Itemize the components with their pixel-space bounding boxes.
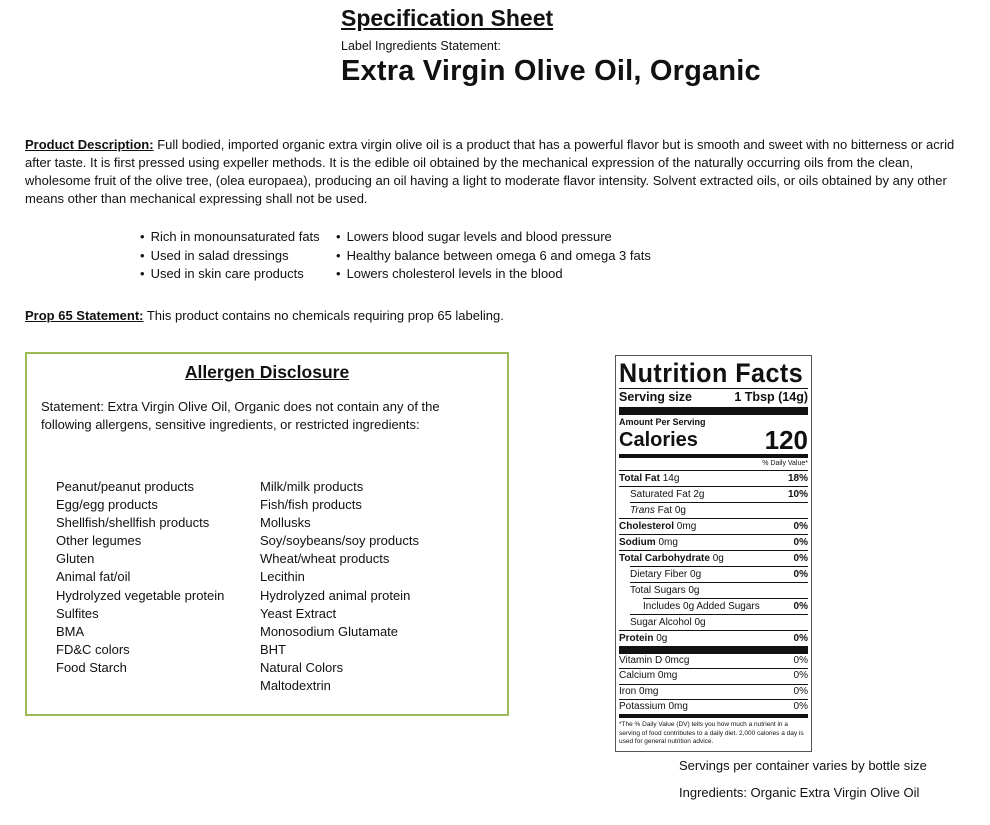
vitamin-row: Iron 0mg 0%: [619, 685, 808, 697]
allergen-item: Lecithin: [260, 569, 305, 585]
prop65-label: Prop 65 Statement:: [25, 308, 144, 323]
servings-note: Servings per container varies by bottle size: [679, 758, 927, 773]
allergen-item: Food Starch: [56, 659, 127, 675]
allergen-item: Egg/egg products: [56, 497, 158, 513]
serving-size-label: Serving size: [619, 390, 692, 404]
vitamin-row: Potassium 0mg 0%: [619, 700, 808, 712]
allergen-item: BHT: [260, 641, 286, 657]
nutrition-facts-title: Nutrition Facts: [619, 358, 804, 388]
allergen-item: Other legumes: [56, 533, 142, 549]
allergen-item: Soy/soybeans/soy products: [260, 533, 419, 549]
allergen-item: Hydrolyzed animal protein: [260, 587, 411, 603]
nutrient-row: Sugar Alcohol 0g: [630, 617, 706, 628]
allergen-item: Animal fat/oil: [56, 569, 131, 585]
vitamin-row: Vitamin D 0mcg 0%: [619, 655, 808, 666]
allergen-item: Gluten: [56, 551, 95, 567]
allergen-item: Monosodium Glutamate: [260, 623, 399, 639]
prop65-statement: [25, 308, 504, 323]
serving-size-value: 1 Tbsp (14g): [734, 390, 808, 404]
label-statement-caption: Label Ingredients Statement:: [341, 39, 501, 53]
allergen-item: Maltodextrin: [260, 678, 331, 694]
product-description: [25, 136, 970, 208]
daily-value-footnote: *The % Daily Value (DV) tells you how much a nutrient in a serving of food contributes to a daily diet. 2,000 calories a day is used for general nutrition advice.: [619, 721, 804, 746]
allergen-title: Allergen Disclosure: [184, 362, 350, 382]
allergen-item: Fish/fish products: [260, 497, 362, 513]
nutrient-row: Cholesterol 0mg 0%: [619, 521, 808, 532]
nutrient-row: Includes 0g Added Sugars 0%: [643, 601, 808, 612]
nutrient-row: Trans Fat 0g: [630, 505, 686, 516]
benefit-item: • Used in salad dressings: [140, 247, 320, 266]
amount-per-serving: Amount Per Serving: [619, 417, 706, 427]
ingredients-statement: Ingredients: Organic Extra Virgin Olive Oil: [679, 785, 920, 800]
allergen-item: Milk/milk products: [260, 479, 364, 494]
calories-value: 120: [764, 425, 808, 455]
page-title: Specification Sheet: [341, 5, 554, 31]
nutrient-row: Protein 0g 0%: [619, 633, 808, 644]
benefits-list-right: [336, 228, 651, 284]
nutrient-row: Total Carbohydrate 0g 0%: [619, 553, 808, 564]
allergen-item: BMA: [56, 623, 85, 639]
nutrient-row: Total Sugars 0g: [630, 585, 700, 596]
nutrient-row: Total Fat 14g 18%: [619, 473, 808, 484]
allergen-item: Hydrolyzed vegetable protein: [56, 587, 225, 603]
allergen-item: Shellfish/shellfish products: [56, 515, 210, 531]
allergen-item: FD&C colors: [56, 641, 130, 657]
benefit-item: • Rich in monounsaturated fats: [140, 228, 320, 247]
benefit-item: • Healthy balance between omega 6 and omega 3 fats: [336, 247, 651, 266]
benefits-list-left: [140, 228, 320, 284]
allergen-item: Wheat/wheat products: [260, 551, 390, 567]
allergen-item: Peanut/peanut products: [56, 479, 195, 494]
benefit-item: • Used in skin care products: [140, 265, 320, 284]
benefit-item: • Lowers blood sugar levels and blood pressure: [336, 228, 651, 247]
allergen-list-left: [56, 478, 224, 677]
prop65-text: This product contains no chemicals requiring prop 65 labeling.: [143, 308, 504, 323]
allergen-list-right: [260, 478, 419, 695]
product-description-label: Product Description:: [25, 137, 154, 152]
allergen-disclosure-box: [25, 352, 509, 716]
nutrition-facts-panel: [615, 355, 812, 752]
allergen-item: Mollusks: [260, 515, 311, 531]
nutrient-row: Dietary Fiber 0g 0%: [630, 569, 808, 580]
benefit-item: • Lowers cholesterol levels in the blood: [336, 265, 651, 284]
product-title: Extra Virgin Olive Oil, Organic: [341, 55, 761, 87]
allergen-statement: Statement: Extra Virgin Olive Oil, Organic does not contain any of the following allergens, sensitive ingredients, or restricted ingredients:: [41, 399, 440, 432]
daily-value-header: % Daily Value*: [762, 460, 808, 467]
nutrient-row: Sodium 0mg 0%: [619, 537, 808, 548]
nutrient-row: Saturated Fat 2g 10%: [630, 489, 808, 500]
vitamin-row: Calcium 0mg 0%: [619, 670, 808, 682]
allergen-item: Sulfites: [56, 605, 99, 621]
allergen-item: Yeast Extract: [260, 605, 337, 621]
calories-label: Calories: [619, 429, 698, 451]
product-description-text: Full bodied, imported organic extra virgin olive oil is a product that has a powerful flavor but is smooth and sweet with no bitterness or acrid after taste. It is first pressed using expeller methods. It is the edible oil obtained by the mechanical expression of the naturally occurring oils from the clean, wholesome fruit of the olive tree, (olea europaea), producing an oil having a light to moderate flavor intensity. Solvent extracted oils, or oils obtained by any other means other than mechanical expressing shall not be used.: [25, 137, 955, 206]
allergen-item: Natural Colors: [260, 659, 344, 675]
